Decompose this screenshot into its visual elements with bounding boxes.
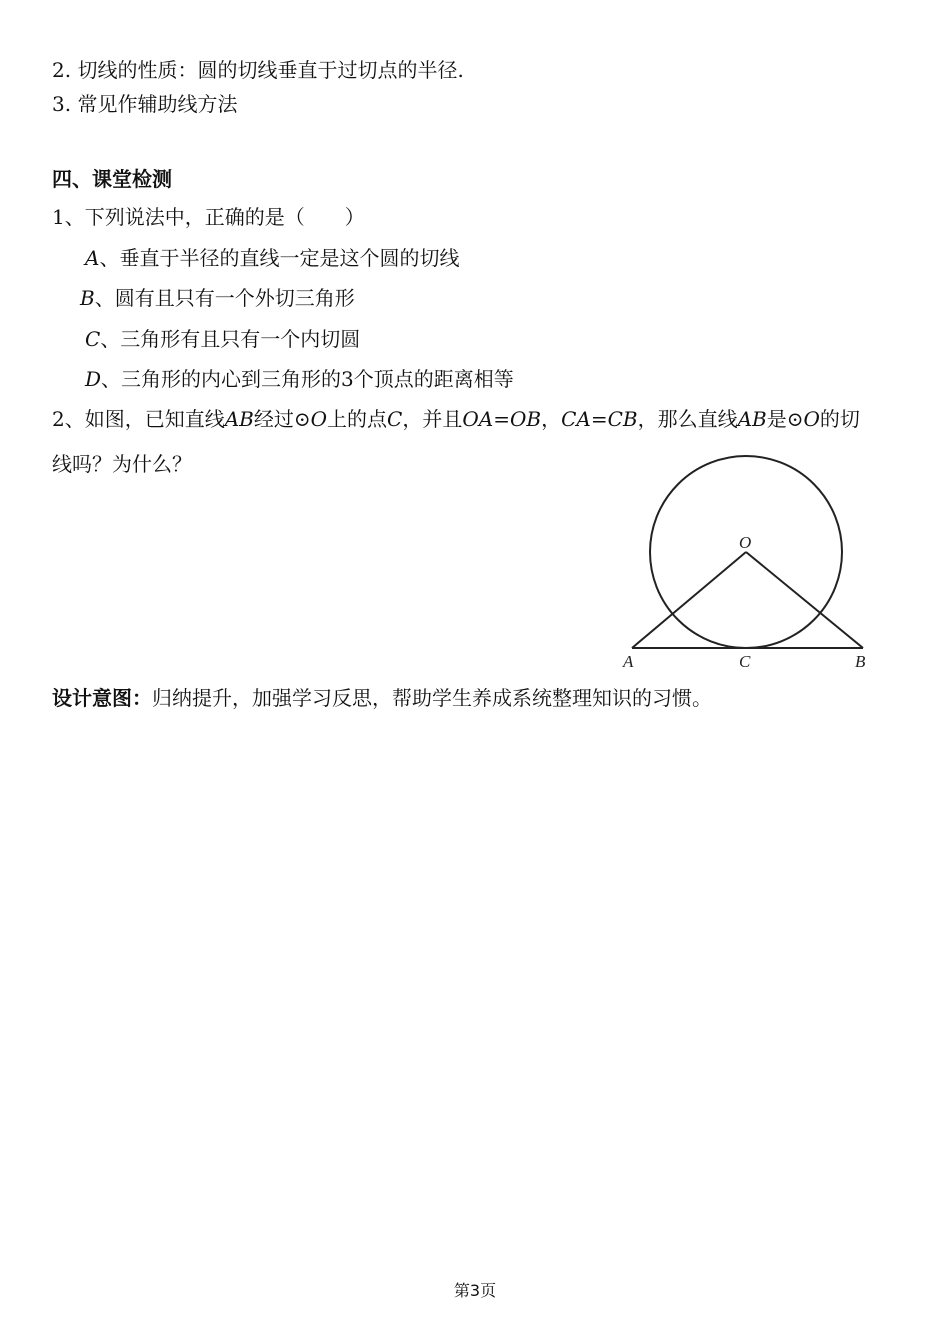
question-2-line-1 [52, 405, 860, 433]
question-1-stem: 1、下列说法中，正确的是（ ） [52, 205, 365, 229]
question-2-line-2: 线吗？为什么？ [52, 452, 192, 476]
section-title: 四、课堂检测 [52, 167, 172, 191]
q2-text: = [493, 407, 510, 431]
summary-item-3: 3. 常见作辅助线方法 [52, 92, 238, 116]
q2-var: CA [561, 407, 591, 431]
geometry-figure [615, 448, 880, 678]
option-letter: C [85, 327, 101, 351]
option-text: 、圆有且只有一个外切三角形 [94, 286, 355, 310]
q2-text: ，并且 [402, 407, 463, 431]
q2-text: ，那么直线 [637, 407, 738, 431]
option-d [85, 365, 514, 393]
segment-ob [746, 552, 863, 648]
option-b [80, 284, 355, 312]
q2-text: ， [541, 407, 562, 431]
option-letter: D [85, 367, 102, 391]
label-c: C [739, 652, 751, 671]
option-c [85, 325, 360, 353]
design-intent [52, 684, 712, 712]
option-text: 、三角形有且只有一个内切圆 [100, 327, 361, 351]
q2-text: 上的点 [327, 407, 388, 431]
option-letter: A [85, 246, 100, 270]
q2-text: 经过⊙ [253, 407, 311, 431]
q2-var: OA [462, 407, 494, 431]
option-letter: B [80, 286, 95, 310]
option-text: 、三角形的内心到三角形的3个顶点的距离相等 [101, 367, 514, 391]
summary-item-2: 2. 切线的性质：圆的切线垂直于过切点的半径. [52, 58, 464, 82]
q2-text: 是⊙ [766, 407, 804, 431]
q2-var: O [803, 407, 820, 431]
q2-text: 的切 [819, 407, 860, 431]
label-b: B [855, 652, 866, 671]
segment-oa [632, 552, 746, 648]
label-a: A [623, 652, 634, 671]
option-a [85, 244, 459, 272]
q2-var: O [310, 407, 328, 431]
q2-var: AB [224, 407, 254, 431]
page-number: 第3页 [453, 1281, 497, 1300]
q2-var: CB [607, 407, 638, 431]
option-text: 、垂直于半径的直线一定是这个圆的切线 [99, 246, 460, 270]
q2-var: AB [737, 407, 767, 431]
label-o: O [739, 533, 752, 552]
design-intent-label: 设计意图： [52, 686, 152, 710]
q2-text: 2、如图，已知直线 [52, 407, 225, 431]
q2-var: OB [509, 407, 542, 431]
q2-var: C [387, 407, 403, 431]
q2-text: = [590, 407, 608, 431]
design-intent-text: 归纳提升，加强学习反思，帮助学生养成系统整理知识的习惯。 [152, 686, 712, 710]
